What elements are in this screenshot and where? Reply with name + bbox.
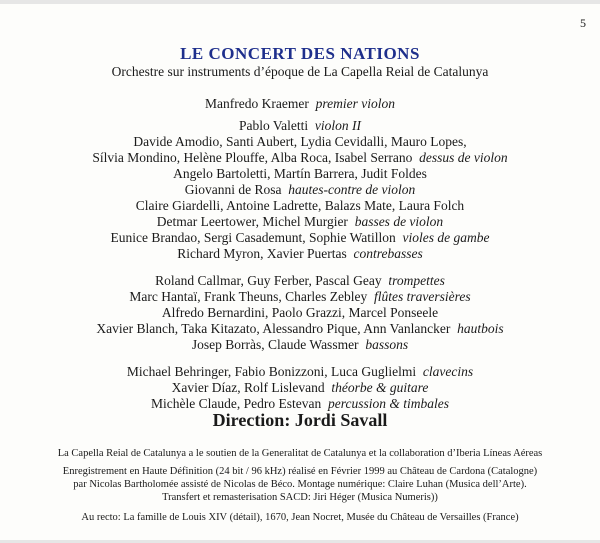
credit-line: Marc Hantaï, Frank Theuns, Charles Zebley flûtes traversières — [129, 289, 471, 304]
recording-note: Transfert et remasterisation SACD: Jiri Héger (Musica Numeris)) — [162, 492, 438, 503]
credit-line: Detmar Leertower, Michel Murgier basses de violon — [156, 214, 444, 229]
credit-line: Angelo Bartoletti, Martín Barrera, Judit Foldes — [173, 166, 427, 181]
credit-line: Xavier Díaz, Rolf Lislevand théorbe & guitare — [171, 380, 429, 395]
credit-line: Alfredo Bernardini, Paolo Grazzi, Marcel Ponseele — [161, 305, 439, 320]
credit-line: Michèle Claude, Pedro Estevan percussion & timbales — [151, 396, 449, 411]
cover-note: Au recto: La famille de Louis XIV (détail), 1670, Jean Nocret, Musée du Château de Versailles (France) — [81, 512, 519, 523]
credit-line: Richard Myron, Xavier Puertas contrebasses — [177, 246, 423, 261]
credit-line: Roland Callmar, Guy Ferber, Pascal Geay trompettes — [155, 273, 445, 288]
direction-credit: Direction: Jordi Savall — [212, 410, 388, 430]
credit-line: Xavier Blanch, Taka Kitazato, Alessandro Pique, Ann Vanlancker hautbois — [96, 321, 504, 336]
credit-line: Josep Borràs, Claude Wassmer bassons — [191, 337, 409, 352]
ensemble-title: LE CONCERT DES NATIONS — [180, 44, 420, 63]
credit-line: Manfredo Kraemer premier violon — [205, 96, 395, 111]
page-number: 5 — [580, 16, 586, 30]
recording-note: Enregistrement en Haute Définition (24 bit / 96 kHz) réalisé en Février 1999 au Château de Cardona (Catalogne) — [62, 466, 538, 477]
support-note: La Capella Reial de Catalunya a le soutien de la Generalitat de Catalunya et la collaboration d’Iberia Líneas Aéreas — [57, 448, 543, 459]
credit-line: Michael Behringer, Fabio Bonizzoni, Luca Guglielmi clavecins — [126, 364, 474, 379]
scan-edge-top — [0, 0, 600, 4]
credit-line: Pablo Valetti violon II — [239, 118, 361, 133]
ensemble-subtitle: Orchestre sur instruments d’époque de La Capella Reial de Catalunya — [111, 64, 489, 79]
credit-line: Davide Amodio, Santi Aubert, Lydia Cevidalli, Mauro Lopes, — [133, 134, 467, 149]
credit-line: Eunice Brandao, Sergi Casademunt, Sophie Watillon violes de gambe — [110, 230, 490, 245]
credit-line: Claire Giardelli, Antoine Ladrette, Balazs Mate, Laura Folch — [135, 198, 465, 213]
credit-line: Giovanni de Rosa hautes-contre de violon — [184, 182, 416, 197]
credit-line: Sílvia Mondino, Helène Plouffe, Alba Roca, Isabel Serrano dessus de violon — [92, 150, 508, 165]
recording-note: par Nicolas Bartholomée assisté de Nicolas de Béco. Montage numérique: Claire Luhan (Musica dell’Arte). — [73, 479, 527, 490]
